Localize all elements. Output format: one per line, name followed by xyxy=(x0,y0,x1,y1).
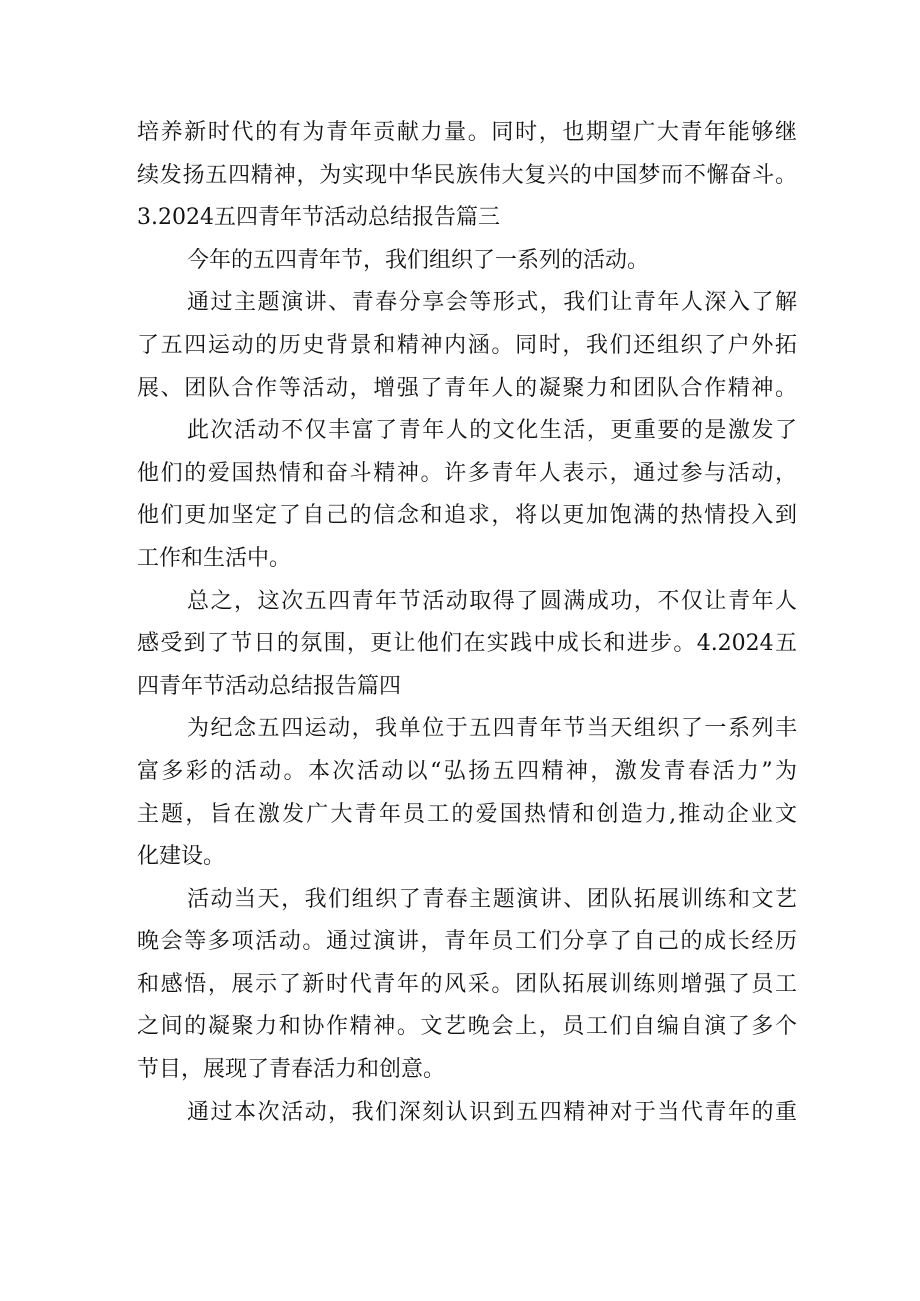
text-line: 了五四运动的历史背景和精神内涵。同时，我们还组织了户外拓 xyxy=(137,332,797,358)
paragraph-line: 总之，这次五四青年节活动取得了圆满成功，不仅让青年人 xyxy=(187,588,797,614)
paragraph-line: 通过本次活动，我们深刻认识到五四精神对于当代青年的重 xyxy=(187,1099,797,1125)
text-line: 主题，旨在激发广大青年员工的爱国热情和创造力,推动企业文 xyxy=(137,801,797,827)
text-line: 展、团队合作等活动，增强了青年人的凝聚力和团队合作精神。 xyxy=(137,375,797,401)
paragraph-line: 通过主题演讲、青春分享会等形式，我们让青年人深入了解 xyxy=(187,290,797,316)
text-line: 续发扬五四精神，为实现中华民族伟大复兴的中国梦而不懈奋斗。 xyxy=(137,162,797,188)
section-heading: 四青年节活动总结报告篇四 xyxy=(137,673,402,699)
text-line: 他们更加坚定了自己的信念和追求，将以更加饱满的热情投入到 xyxy=(137,503,797,529)
paragraph-line: 为纪念五四运动，我单位于五四青年节当天组织了一系列丰 xyxy=(187,716,797,742)
text-line: 化建设。 xyxy=(137,844,226,870)
text-line: 培养新时代的有为青年贡献力量。同时，也期望广大青年能够继 xyxy=(137,120,797,145)
text-line: 节目，展现了青春活力和创意。 xyxy=(137,1057,446,1083)
document-body xyxy=(137,112,797,1134)
text-line: 工作和生活中。 xyxy=(137,545,292,571)
section-heading: 3.2024五四青年节活动总结报告篇三 xyxy=(137,205,500,231)
paragraph-line: 活动当天，我们组织了青春主题演讲、团队拓展训练和文艺 xyxy=(187,886,797,912)
paragraph-line: 此次活动不仅丰富了青年人的文化生活，更重要的是激发了 xyxy=(187,418,797,444)
paragraph-line: 今年的五四青年节，我们组织了一系列的活动。 xyxy=(187,247,650,273)
text-line: 之间的凝聚力和协作精神。文艺晚会上，员工们自编自演了多个 xyxy=(137,1014,797,1040)
text-line: 感受到了节日的氛围，更让他们在实践中成长和进步。4.2024五 xyxy=(137,631,797,657)
text-line: 和感悟，展示了新时代青年的风采。团队拓展训练则增强了员工 xyxy=(137,971,797,997)
text-line: 他们的爱国热情和奋斗精神。许多青年人表示，通过参与活动， xyxy=(137,460,797,486)
text-line: 富多彩的活动。本次活动以“弘扬五四精神，激发青春活力”为 xyxy=(137,758,797,784)
text-line: 晚会等多项活动。通过演讲，青年员工们分享了自己的成长经历 xyxy=(137,929,797,955)
